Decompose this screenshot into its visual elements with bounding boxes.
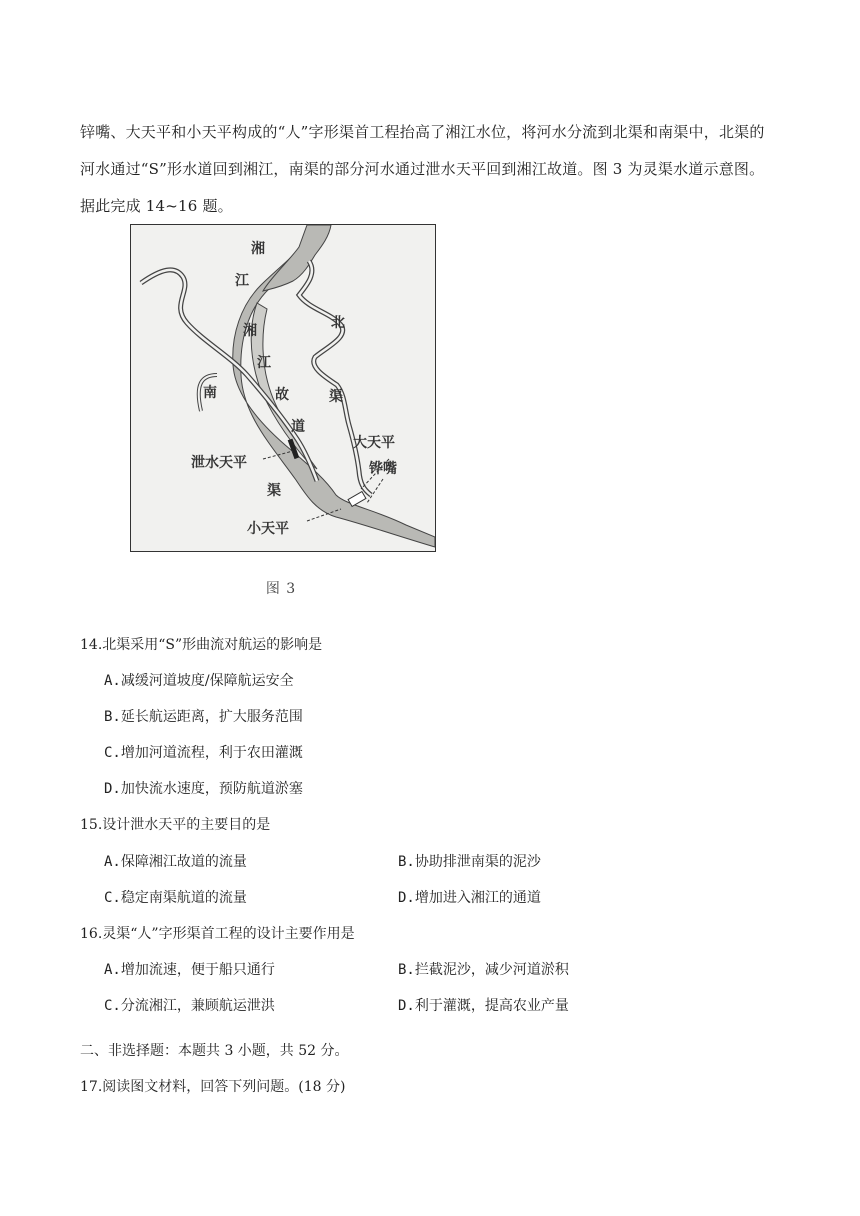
intro-paragraph <box>80 114 800 225</box>
option-key: A. <box>104 854 121 870</box>
option-key: C. <box>104 890 121 906</box>
option-key: D. <box>398 998 415 1014</box>
question-14-stem: 14.北渠采用“S”形曲流对航运的影响是 <box>80 637 323 653</box>
label-gu: 故 <box>275 387 289 403</box>
weir-marker <box>348 492 366 507</box>
label-xiang: 湘 <box>251 241 265 257</box>
question-16-option-d <box>398 995 569 1015</box>
option-text: 保障湘江故道的流量 <box>120 854 247 870</box>
question-16-option-b <box>398 959 569 979</box>
option-text: 增加河道流程，利于农田灌溉 <box>120 745 303 761</box>
label-qu: 渠 <box>329 389 343 405</box>
question-14-option-c <box>104 742 303 762</box>
option-text: 加快流水速度，预防航道淤塞 <box>120 781 303 797</box>
question-14-option-d <box>104 778 303 798</box>
option-key: C. <box>104 998 121 1014</box>
map-frame <box>130 224 436 552</box>
option-key: B. <box>398 854 415 870</box>
question-16-option-a <box>104 959 275 979</box>
question-14-option-a <box>104 670 294 690</box>
question-16-stem: 16.灵渠“人”字形渠首工程的设计主要作用是 <box>80 926 355 942</box>
label-xiang: 湘 <box>243 323 257 339</box>
question-15-option-c <box>104 887 247 907</box>
label-huazui: 铧嘴 <box>369 461 397 477</box>
label-qu: 渠 <box>267 483 281 499</box>
option-text: 增加流速，便于船只通行 <box>120 962 275 978</box>
label-dao: 道 <box>291 419 305 435</box>
label-bei: 北 <box>331 315 345 331</box>
question-14-option-b <box>104 706 303 726</box>
xiang-river-upper <box>263 225 331 291</box>
option-text: 延长航运距离，扩大服务范围 <box>120 709 303 725</box>
question-17-stem: 17.阅读图文材料，回答下列问题。(18 分) <box>80 1079 346 1095</box>
figure-3-lingqu-map <box>116 216 446 606</box>
label-jiang: 江 <box>235 273 249 289</box>
option-key: D. <box>398 890 415 906</box>
option-key: B. <box>104 709 121 725</box>
question-16-option-c <box>104 995 275 1015</box>
option-text: 分流湘江，兼顾航运泄洪 <box>120 998 275 1014</box>
option-text: 减缓河道坡度/保障航运安全 <box>120 673 294 689</box>
intro-line: 河水通过“S”形水道回到湘江，南渠的部分河水通过泄水天平回到湘江故道。图 3 为灵渠水道示意图。 <box>80 160 765 178</box>
label-xiaotianping: 小天平 <box>247 521 289 537</box>
label-xieshui-tianping: 泄水天平 <box>191 455 247 471</box>
intro-line: 锌嘴、大天平和小天平构成的“人”字形渠首工程抬高了湘江水位，将河水分流到北渠和南渠中，北渠的 <box>80 123 765 141</box>
waterway-map-svg <box>131 225 435 551</box>
label-datianping: 大天平 <box>353 435 395 451</box>
question-15-option-a <box>104 851 247 871</box>
question-15-option-b <box>398 851 541 871</box>
option-text: 稳定南渠航道的流量 <box>120 890 247 906</box>
option-text: 拦截泥沙，减少河道淤积 <box>414 962 569 978</box>
section-2-heading: 二、非选择题：本题共 3 小题，共 52 分。 <box>80 1043 349 1059</box>
option-text: 协助排泄南渠的泥沙 <box>414 854 541 870</box>
question-15-option-d <box>398 887 541 907</box>
option-key: C. <box>104 745 121 761</box>
label-nan: 南 <box>203 385 217 401</box>
label-jiang: 江 <box>257 355 271 371</box>
question-15-stem: 15.设计泄水天平的主要目的是 <box>80 817 271 833</box>
option-text: 增加进入湘江的通道 <box>414 890 541 906</box>
intro-line: 据此完成 14~16 题。 <box>80 197 233 215</box>
option-key: A. <box>104 673 121 689</box>
option-key: D. <box>104 781 121 797</box>
option-key: B. <box>398 962 415 978</box>
option-key: A. <box>104 962 121 978</box>
figure-caption: 图 3 <box>265 581 297 597</box>
option-text: 利于灌溉，提高农业产量 <box>414 998 569 1014</box>
